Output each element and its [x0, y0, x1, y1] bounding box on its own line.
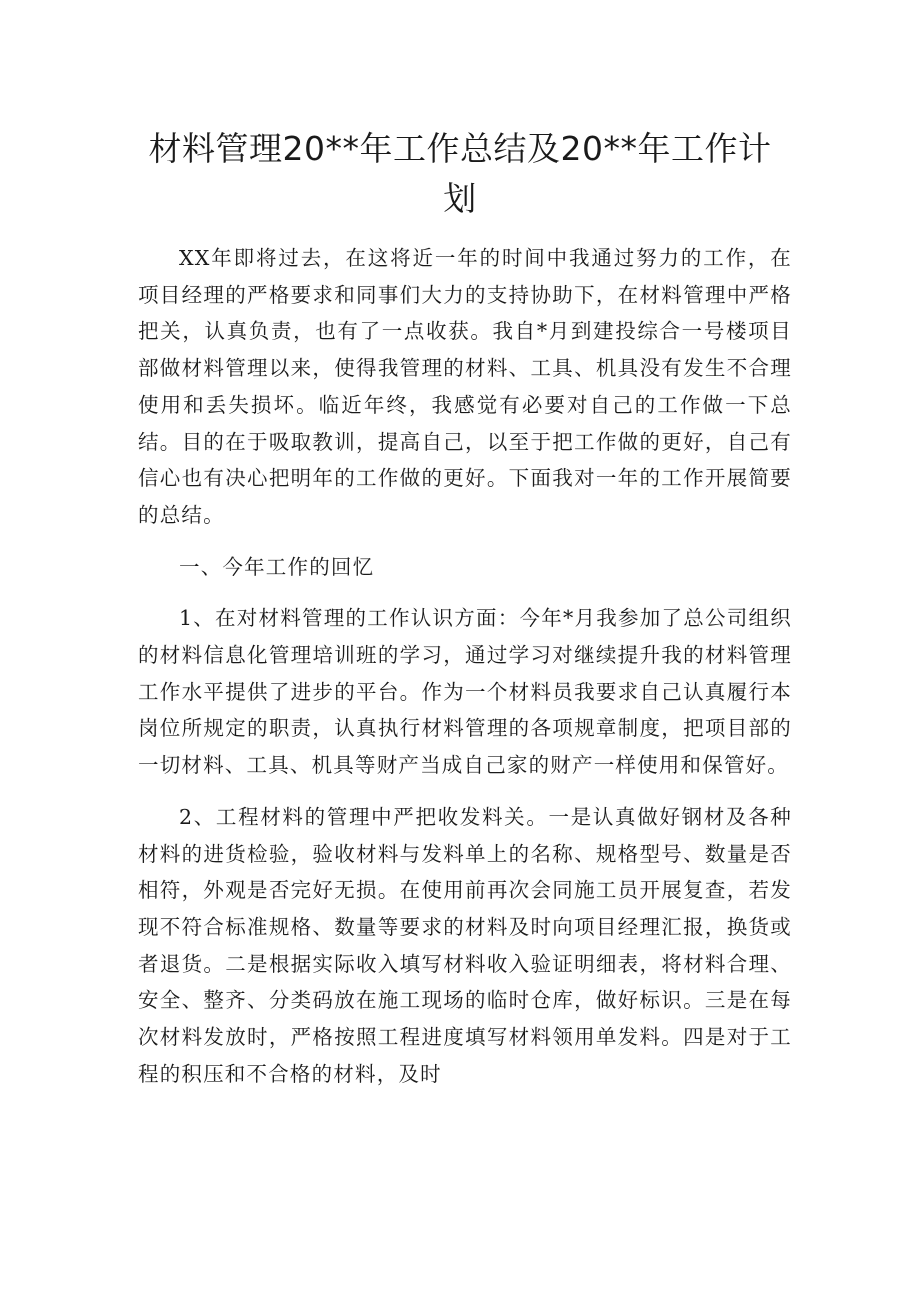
- paragraph-intro: XX年即将过去，在这将近一年的时间中我通过努力的工作，在项目经理的严格要求和同事们大力的支持协助下，在材料管理中严格把关，认真负责，也有了一点收获。我自*月到建投综合一号楼项目部做材料管理以来，使得我管理的材料、工具、机具没有发生不合理使用和丢失损坏。临近年终，我感觉有必要对自己的工作做一下总结。目的在于吸取教训，提高自己，以至于把工作做的更好，自己有信心也有决心把明年的工作做的更好。下面我对一年的工作开展简要的总结。: [138, 246, 792, 527]
- paragraph-item-2: 2、工程材料的管理中严把收发料关。一是认真做好钢材及各种材料的进货检验，验收材料与发料单上的名称、规格型号、数量是否相符，外观是否完好无损。在使用前再次会同施工员开展复查，若发现不符合标准规格、数量等要求的材料及时向项目经理汇报，换货或者退货。二是根据实际收入填写材料收入验证明细表，将材料合理、安全、整齐、分类码放在施工现场的临时仓库，做好标识。三是在每次材料发放时，严格按照工程进度填写材料领用单发料。四是对于工程的积压和不合格的材料，及时: [138, 804, 792, 1086]
- section-heading-review: 一、今年工作的回忆: [179, 554, 375, 579]
- document-title: 材料管理20**年工作总结及20**年工作计划: [148, 129, 772, 218]
- paragraph-item-1: 1、在对材料管理的工作认识方面：今年*月我参加了总公司组织的材料信息化管理培训班的学习，通过学习对继续提升我的材料管理工作水平提供了进步的平台。作为一个材料员我要求自己认真履行本岗位所规定的职责，认真执行材料管理的各项规章制度，把项目部的一切材料、工具、机具等财产当成自己家的财产一样使用和保管好。: [138, 606, 792, 778]
- document-body: [138, 240, 792, 1092]
